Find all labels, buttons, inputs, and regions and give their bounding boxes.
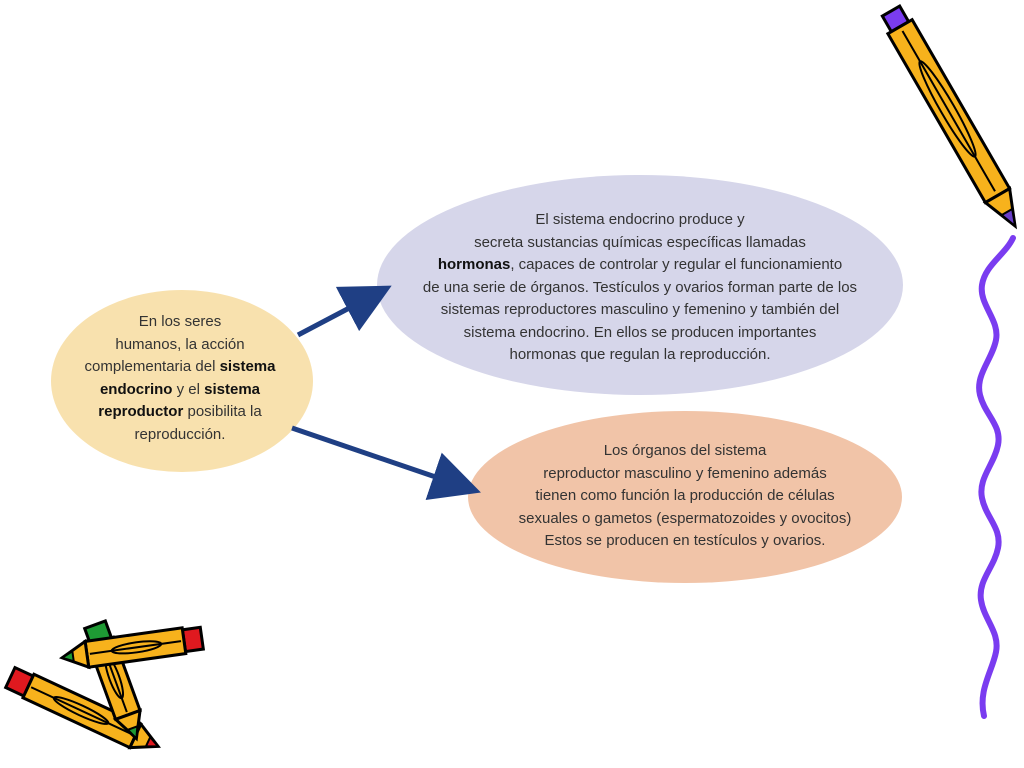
left-bubble-text [60, 311, 300, 446]
text-line [470, 440, 900, 463]
text-line [470, 485, 900, 508]
bold-term: reproductor [98, 403, 184, 420]
bold-term: endocrino [99, 380, 173, 398]
text-segment: El sistema endocrino produce y [535, 211, 745, 228]
wavy-line [979, 238, 1013, 716]
text-line [380, 209, 900, 232]
text-line [380, 299, 900, 322]
text-segment: de una serie de órganos. Testículos y ovarios forman parte de los [422, 278, 858, 296]
text-line [380, 254, 900, 277]
text-segment: , capaces de controlar y regular el funcionamiento [510, 256, 843, 273]
text-line [60, 311, 300, 334]
text-line [380, 232, 900, 255]
bold-term: hormonas [437, 256, 511, 273]
text-segment: complementaria del [84, 358, 220, 375]
text-segment: humanos, la acción [115, 335, 245, 353]
text-segment: tienen como función la producción de células [535, 487, 835, 504]
text-line [470, 463, 900, 486]
arrow-to-top-bubble [298, 295, 374, 335]
text-line [60, 356, 300, 379]
crossed-pencils-icon [5, 620, 204, 758]
text-segment: sistemas reproductores masculino y femenino y también del [440, 301, 840, 318]
text-line [60, 401, 300, 424]
text-segment: hormonas que regulan la reproducción. [509, 346, 771, 363]
text-line [470, 530, 900, 553]
text-segment: reproducción. [134, 425, 226, 443]
text-segment: Estos se producen en testículos y ovarios. [544, 532, 826, 549]
text-line [60, 334, 300, 357]
arrow-to-bottom-bubble [292, 428, 462, 486]
text-segment: posibilita la [183, 403, 262, 420]
text-segment: sistema endocrino. En ellos se producen importantes [463, 323, 817, 341]
bold-term: sistema [219, 358, 276, 375]
text-line [470, 508, 900, 531]
pencil-icon [879, 4, 1024, 233]
bold-term: sistema [204, 380, 261, 398]
text-line [60, 379, 300, 402]
bottom-bubble-text [470, 440, 900, 553]
text-segment: Los órganos del sistema [603, 442, 767, 459]
text-line [380, 277, 900, 300]
text-line [380, 322, 900, 345]
text-segment: y el [172, 380, 205, 398]
text-line [60, 424, 300, 447]
text-segment: secreta sustancias químicas específicas llamadas [474, 233, 806, 251]
text-segment: reproductor masculino y femenino además [543, 464, 827, 482]
text-segment: En los seres [138, 313, 222, 330]
top-bubble-text [380, 209, 900, 367]
text-line [380, 344, 900, 367]
text-segment: sexuales o gametos (espermatozoides y ovocitos) [518, 509, 852, 527]
